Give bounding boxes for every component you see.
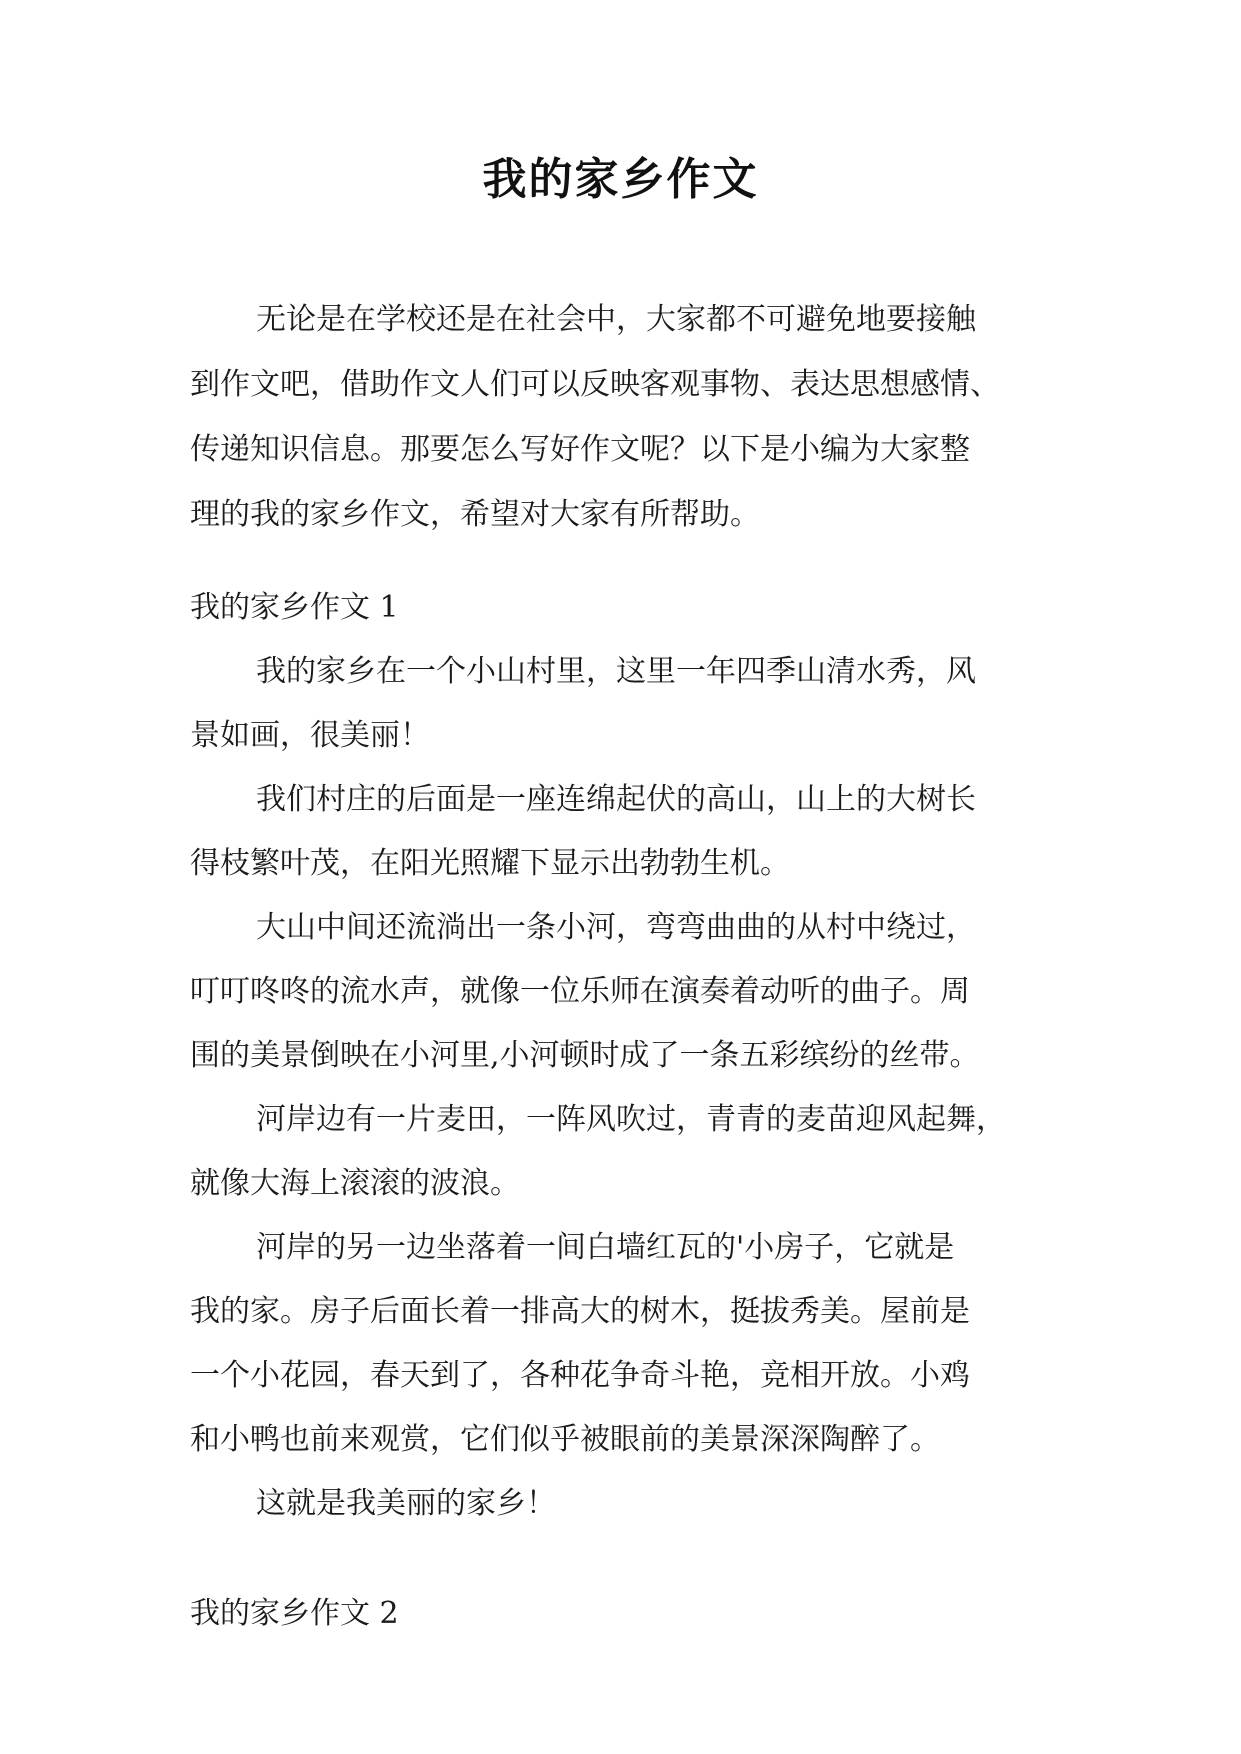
essay2-heading: 我的家乡作文 2 (190, 1596, 399, 1631)
intro-line: 传递知识信息。那要怎么写好作文呢？以下是小编为大家整 (190, 432, 970, 467)
intro-line: 到作文吧，借助作文人们可以反映客观事物、表达思想感情、 (190, 367, 1000, 402)
essay1-line: 这就是我美丽的家乡！ (256, 1486, 556, 1521)
essay1-line: 河岸边有一片麦田，一阵风吹过，青青的麦苗迎风起舞， (256, 1102, 1006, 1137)
essay1-line: 得枝繁叶茂，在阳光照耀下显示出勃勃生机。 (190, 846, 790, 881)
essay1-line: 景如画，很美丽！ (190, 718, 430, 753)
essay1-line: 叮叮咚咚的流水声，就像一位乐师在演奏着动听的曲子。周 (190, 974, 970, 1009)
intro-line: 无论是在学校还是在社会中，大家都不可避免地要接触 (256, 302, 976, 337)
intro-line: 理的我的家乡作文，希望对大家有所帮助。 (190, 497, 760, 532)
essay1-line: 和小鸭也前来观赏，它们似乎被眼前的美景深深陶醉了。 (190, 1422, 940, 1457)
document-title: 我的家乡作文 (482, 154, 759, 205)
essay1-line: 河岸的另一边坐落着一间白墙红瓦的'小房子，它就是 (256, 1230, 955, 1265)
essay1-line: 就像大海上滚滚的波浪。 (190, 1166, 520, 1201)
essay1-line: 一个小花园，春天到了，各种花争奇斗艳，竞相开放。小鸡 (190, 1358, 970, 1393)
essay1-line: 围的美景倒映在小河里,小河顿时成了一条五彩缤纷的丝带。 (190, 1038, 980, 1073)
essay1-line: 我的家乡在一个小山村里，这里一年四季山清水秀，风 (256, 654, 976, 689)
essay1-line: 大山中间还流淌出一条小河，弯弯曲曲的从村中绕过， (256, 910, 976, 945)
essay1-line: 我们村庄的后面是一座连绵起伏的高山，山上的大树长 (256, 782, 976, 817)
essay1-line: 我的家。房子后面长着一排高大的树木，挺拔秀美。屋前是 (190, 1294, 970, 1329)
essay1-heading: 我的家乡作文 1 (190, 590, 399, 625)
